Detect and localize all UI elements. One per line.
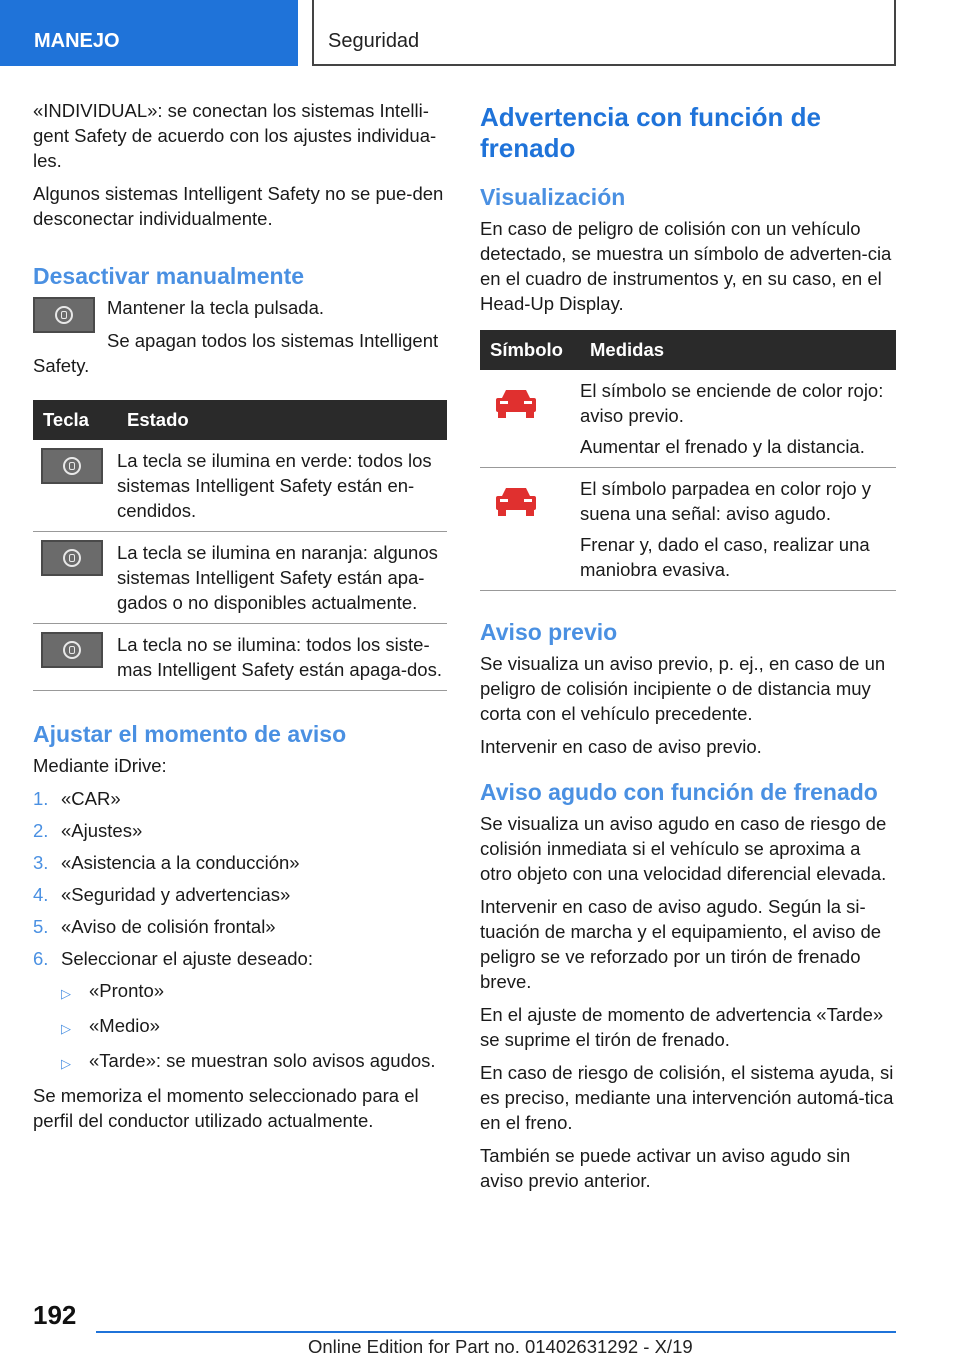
- acute-warning-text: Intervenir en caso de aviso agudo. Según la si-tuación de marcha y el equipamiento, el aviso de peligro se ve reforzado por un tirón de frenado breve.: [480, 896, 882, 992]
- table-row: [33, 624, 447, 691]
- steps-list: [33, 786, 447, 971]
- symbol-state-text: El símbolo se enciende de color rojo: aviso previo.: [580, 380, 884, 426]
- list-item: ▷ «Tarde»: se muestran solo avisos agudos.: [61, 1048, 447, 1076]
- timing-outro: Se memoriza el momento seleccionado para el perfil del conductor utilizado actualmente.: [33, 1085, 419, 1131]
- page-number: 192: [33, 1300, 77, 1330]
- table-row: [33, 440, 447, 532]
- right-column: [480, 98, 896, 1201]
- safety-button-icon: [41, 448, 103, 484]
- section-tab: [0, 0, 298, 66]
- col-header-key: Tecla: [33, 400, 117, 440]
- options-list: [61, 978, 447, 1076]
- table-row: [480, 370, 896, 468]
- key-state-table: [33, 400, 447, 691]
- section-title: MANEJO: [34, 30, 120, 52]
- col-header-symbol: Símbolo: [480, 330, 580, 370]
- safety-button-icon: [41, 540, 103, 576]
- manual-step: Mantener la tecla pulsada.: [107, 297, 324, 318]
- timing-heading: Ajustar el momento de aviso: [33, 721, 347, 747]
- list-item: 2. «Ajustes»: [33, 820, 143, 841]
- list-item: ▷ «Pronto»: [61, 978, 447, 1006]
- triangle-bullet-icon: ▷: [61, 1021, 71, 1036]
- chapter-tab: [312, 0, 896, 66]
- pre-warning-heading: Aviso previo: [480, 619, 618, 645]
- triangle-bullet-icon: ▷: [61, 1056, 71, 1071]
- col-header-state: Estado: [117, 400, 447, 440]
- table-row: [33, 532, 447, 624]
- car-warning-icon: [492, 384, 540, 424]
- state-text: La tecla se ilumina en naranja: algunos sistemas Intelligent Safety están apa-gados o no disponibles actualmente.: [117, 542, 438, 613]
- page-title: Advertencia con función de frenado: [480, 102, 821, 163]
- acute-warning-heading: Aviso agudo con función de frenado: [480, 779, 878, 805]
- list-item: ▷ «Medio»: [61, 1013, 447, 1041]
- list-item: 3. «Asistencia a la conducción»: [33, 852, 300, 873]
- footer-divider: [96, 1331, 896, 1333]
- acute-warning-text: En el ajuste de momento de advertencia «Tarde» se suprime el tirón de frenado.: [480, 1004, 884, 1050]
- safety-button-icon: [41, 632, 103, 668]
- chapter-title: Seguridad: [328, 30, 420, 52]
- list-item: 6. Seleccionar el ajuste deseado:: [33, 948, 313, 969]
- acute-warning-text: En caso de riesgo de colisión, el sistema ayuda, si es preciso, mediante una intervención automá-tica en el freno.: [480, 1062, 894, 1133]
- timing-intro: Mediante iDrive:: [33, 755, 167, 776]
- list-item: 1. «CAR»: [33, 788, 121, 809]
- list-item: 4. «Seguridad y advertencias»: [33, 884, 291, 905]
- footer-edition: Online Edition for Part no. 01402631292 - X/19: [308, 1336, 693, 1357]
- safety-button-icon: [33, 297, 95, 333]
- symbol-table: [480, 330, 896, 591]
- visualization-heading: Visualización: [480, 184, 626, 210]
- col-header-measures: Medidas: [580, 330, 896, 370]
- symbol-action-text: Frenar y, dado el caso, realizar una maniobra evasiva.: [580, 534, 870, 580]
- table-row: [480, 468, 896, 591]
- car-warning-icon: [492, 482, 540, 522]
- state-text: La tecla se ilumina en verde: todos los sistemas Intelligent Safety están en-cendidos.: [117, 450, 432, 521]
- list-item: 5. «Aviso de colisión frontal»: [33, 916, 276, 937]
- manual-heading: Desactivar manualmente: [33, 263, 305, 289]
- pre-warning-text: Intervenir en caso de aviso previo.: [480, 736, 762, 757]
- triangle-bullet-icon: ▷: [61, 986, 71, 1001]
- intro-paragraph: «INDIVIDUAL»: se conectan los sistemas Intelli-gent Safety de acuerdo con los ajustes individua-les.: [33, 100, 437, 171]
- manual-result: Se apagan todos los sistemas Intelligent Safety.: [33, 330, 439, 376]
- state-text: La tecla no se ilumina: todos los siste-mas Intelligent Safety están apaga-dos.: [117, 634, 442, 680]
- intro-paragraph: Algunos sistemas Intelligent Safety no se pue-den desconectar individualmente.: [33, 183, 444, 229]
- symbol-state-text: El símbolo parpadea en color rojo y suena una señal: aviso agudo.: [580, 478, 872, 524]
- acute-warning-text: También se puede activar un aviso agudo sin aviso previo anterior.: [480, 1145, 851, 1191]
- left-column: [33, 98, 447, 1141]
- pre-warning-text: Se visualiza un aviso previo, p. ej., en caso de un peligro de colisión incipiente o de distancia muy corta con el vehículo precedente.: [480, 653, 886, 724]
- visualization-text: En caso de peligro de colisión con un vehículo detectado, se muestra un símbolo de adverten-cia en el cuadro de instrumentos y, en su caso, en el Head-Up Display.: [480, 218, 892, 314]
- acute-warning-text: Se visualiza un aviso agudo en caso de riesgo de colisión inmediata si el vehículo se aproxima a otro objeto con una velocidad diferencial elevada.: [480, 813, 887, 884]
- symbol-action-text: Aumentar el frenado y la distancia.: [580, 436, 865, 457]
